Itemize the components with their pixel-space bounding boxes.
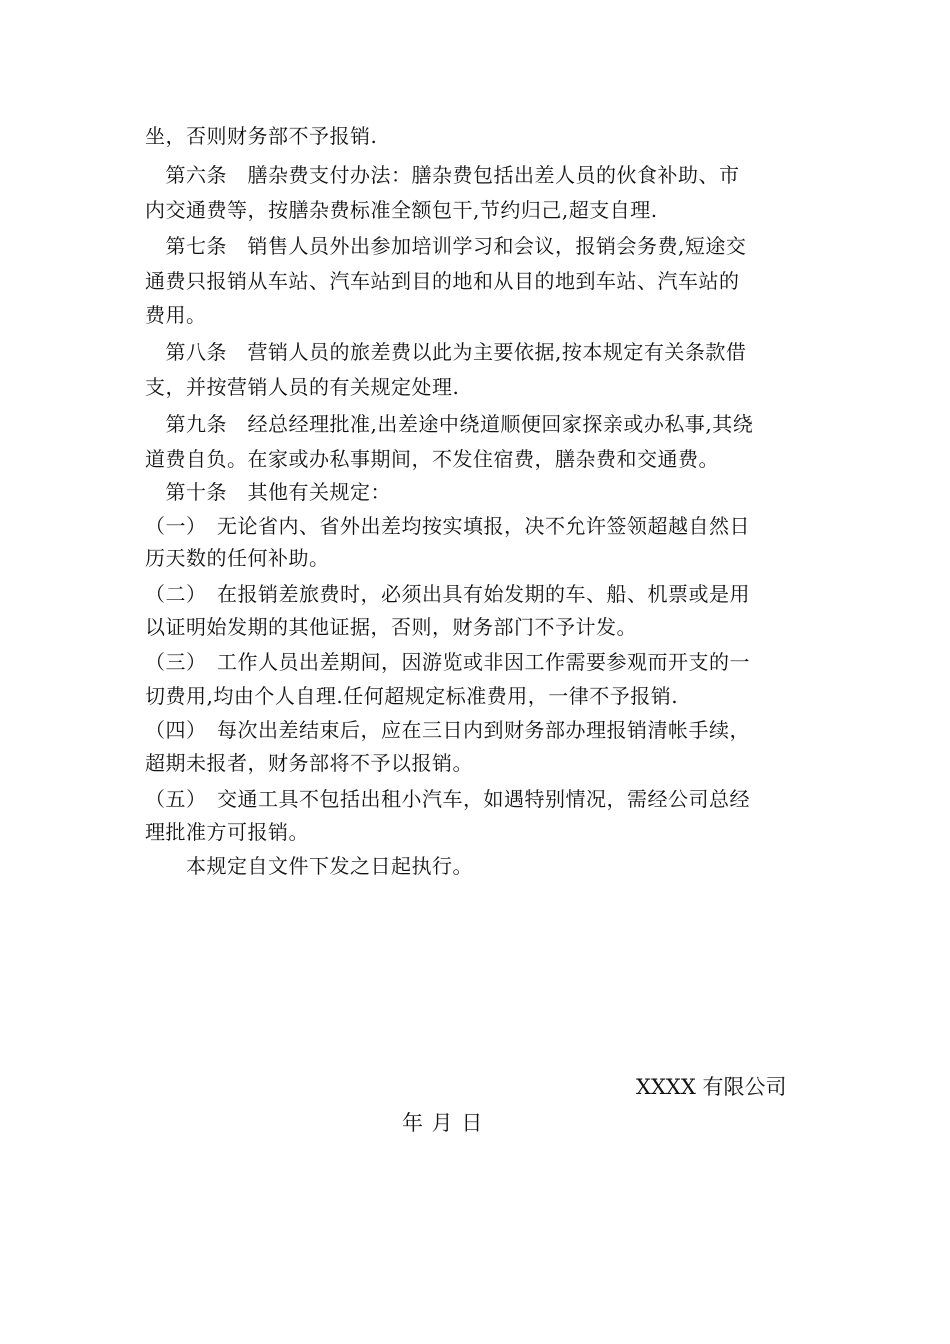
text-line: （二） 在报销差旅费时，必须出具有始发期的车、船、机票或是用: [145, 582, 750, 606]
company-signature: XXXX 有限公司: [636, 1075, 787, 1099]
text-line: 本规定自文件下发之日起执行。: [145, 854, 473, 878]
text-line: 第八条 营销人员的旅差费以此为主要依据,按本规定有关条款借: [145, 340, 747, 364]
text-line: 以证明始发期的其他证据，否则，财务部门不予计发。: [145, 615, 637, 639]
text-line: （五） 交通工具不包括出租小汽车，如遇特别情况，需经公司总经: [145, 787, 750, 811]
text-line: 内交通费等，按膳杂费标准全额包干,节约归己,超支自理.: [145, 198, 658, 222]
text-line: 道费自负。在家或办私事期间，不发住宿费，膳杂费和交通费。: [145, 447, 719, 471]
text-line: 历天数的任何补助。: [145, 546, 330, 570]
text-line: 支，并按营销人员的有关规定处理.: [145, 375, 460, 399]
text-line: 费用。: [145, 303, 207, 327]
text-line: （三） 工作人员出差期间，因游览或非因工作需要参观而开支的一: [145, 650, 750, 674]
signature-date: 年 月 日: [402, 1111, 483, 1135]
text-line: 第七条 销售人员外出参加培训学习和会议，报销会务费,短途交: [145, 234, 747, 258]
text-line: 第十条 其他有关规定：: [145, 480, 391, 504]
text-line: 坐，否则财务部不予报销.: [145, 124, 378, 148]
text-line: （一） 无论省内、省外出差均按实填报，决不允许签领超越自然日: [145, 514, 750, 538]
text-line: 理批准方可报销。: [145, 820, 309, 844]
text-line: 超期未报者，财务部将不予以报销。: [145, 751, 473, 775]
text-line: （四） 每次出差结束后，应在三日内到财务部办理报销清帐手续，: [145, 718, 750, 742]
text-line: 通费只报销从车站、汽车站到目的地和从目的地到车站、汽车站的: [145, 269, 740, 293]
text-line: 第六条 膳杂费支付办法：膳杂费包括出差人员的伙食补助、市: [145, 163, 740, 187]
text-line: 第九条 经总经理批准,出差途中绕道顺便回家探亲或办私事,其绕: [145, 412, 754, 436]
text-line: 切费用,均由个人自理.任何超规定标准费用，一律不予报销.: [145, 684, 679, 708]
